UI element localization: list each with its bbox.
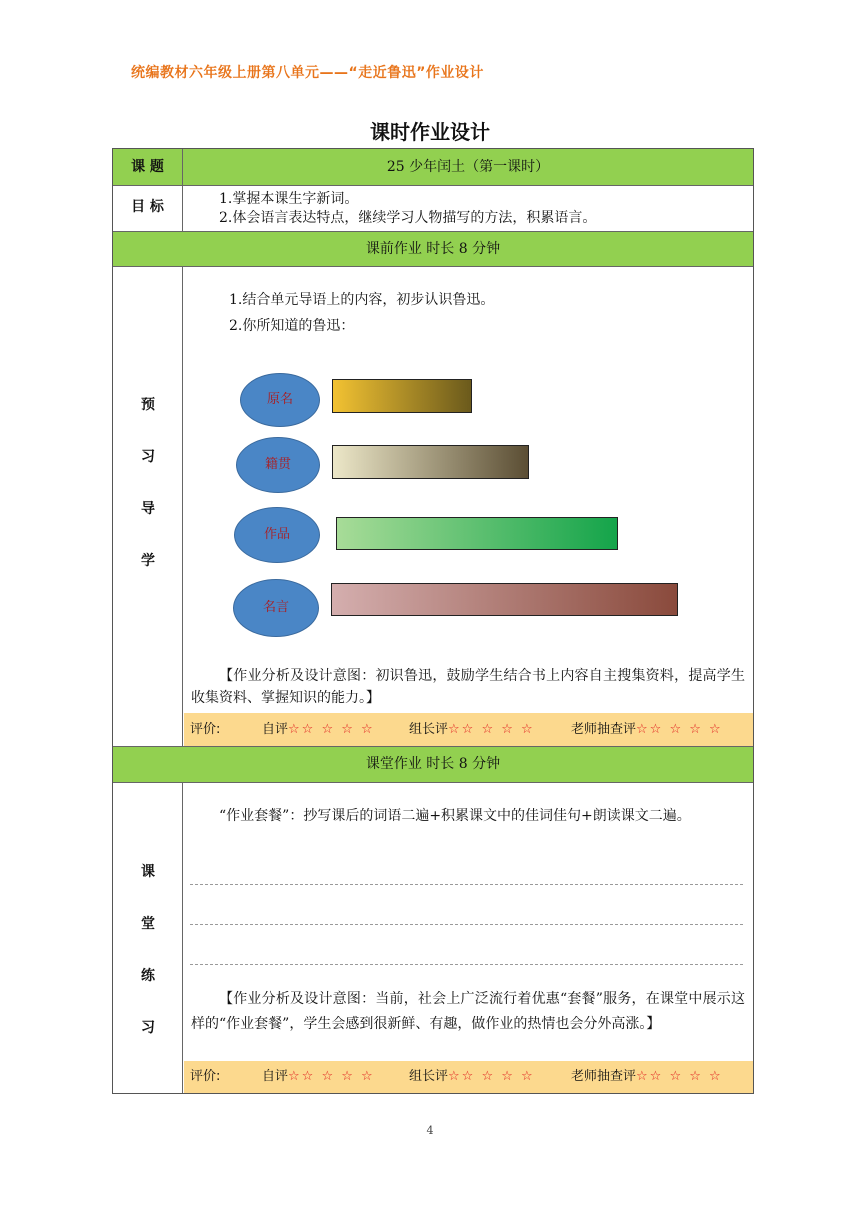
pill-label: 名言 xyxy=(262,600,289,615)
group-eval-stars[interactable]: ☆☆ ☆ ☆ ☆ xyxy=(448,1069,535,1084)
page-title: 课时作业设计 xyxy=(370,120,490,144)
eval-label: 评价: xyxy=(190,1069,221,1084)
pill-label: 作品 xyxy=(263,527,290,542)
self-eval-label: 自评 xyxy=(262,722,289,737)
in-class-heading: 课堂作业 时长 8 分钟 xyxy=(113,747,753,783)
instruction-line: 2.你所知道的鲁迅： xyxy=(229,318,355,334)
pill-label: 原名 xyxy=(266,392,293,407)
side-char: 导 xyxy=(141,501,155,517)
answer-line[interactable] xyxy=(190,964,743,965)
class-task: “作业套餐”：抄写课后的词语二遍+积累课文中的佳词佳句+朗读课文二遍。 xyxy=(219,808,691,824)
answer-line[interactable] xyxy=(190,884,743,885)
teacher-eval-label: 老师抽查评 xyxy=(571,722,637,737)
pre-class-section xyxy=(113,267,753,747)
teacher-eval xyxy=(571,713,723,746)
goal-item: 2.体会语言表达特点，继续学习人物描写的方法，积累语言。 xyxy=(219,210,597,226)
pill-quotes xyxy=(233,579,319,637)
group-eval-stars[interactable]: ☆☆ ☆ ☆ ☆ xyxy=(448,722,535,737)
pre-class-heading: 课前作业 时长 8 分钟 xyxy=(113,232,753,267)
pre-instructions xyxy=(229,287,729,339)
group-eval-label: 组长评 xyxy=(409,1069,449,1084)
pre-class-side xyxy=(113,267,183,746)
group-eval xyxy=(409,1061,535,1093)
group-eval-label: 组长评 xyxy=(409,722,449,737)
side-char: 堂 xyxy=(141,916,155,932)
side-char: 学 xyxy=(141,553,155,569)
self-eval-stars[interactable]: ☆☆ ☆ ☆ ☆ xyxy=(288,722,375,737)
side-char: 预 xyxy=(141,397,155,413)
page-number: 4 xyxy=(426,1124,434,1137)
teacher-eval-stars[interactable]: ☆☆ ☆ ☆ ☆ xyxy=(636,1069,723,1084)
bar-original-name xyxy=(332,379,472,413)
pill-works xyxy=(234,507,320,563)
instruction-line: 1.结合单元导语上的内容，初步认识鲁迅。 xyxy=(229,292,495,308)
side-char: 练 xyxy=(141,968,155,984)
bar-works xyxy=(336,517,618,550)
self-eval xyxy=(262,713,375,746)
in-class-side xyxy=(113,783,183,1093)
topic-label: 课 题 xyxy=(113,149,183,185)
side-char: 习 xyxy=(141,449,155,465)
pill-original-name xyxy=(240,373,320,427)
self-eval-stars[interactable]: ☆☆ ☆ ☆ ☆ xyxy=(288,1069,375,1084)
topic-row xyxy=(113,149,753,186)
class-eval-row xyxy=(184,1061,753,1093)
teacher-eval-stars[interactable]: ☆☆ ☆ ☆ ☆ xyxy=(636,722,723,737)
in-class-section xyxy=(113,783,753,1093)
bar-quotes xyxy=(331,583,678,616)
teacher-eval-label: 老师抽查评 xyxy=(571,1069,637,1084)
pre-analysis: 【作业分析及设计意图：初识鲁迅，鼓励学生结合书上内容自主搜集资料，提高学生收集资料、掌握知识的能力。】 xyxy=(191,668,745,706)
group-eval xyxy=(409,713,535,746)
side-char: 习 xyxy=(141,1020,155,1036)
self-eval xyxy=(262,1061,375,1093)
pill-label: 籍贯 xyxy=(264,457,291,472)
teacher-eval xyxy=(571,1061,723,1093)
assignment-table xyxy=(112,148,754,1094)
goal-row xyxy=(113,186,753,232)
class-analysis: 【作业分析及设计意图：当前，社会上广泛流行着优惠“套餐”服务，在课堂中展示这样的“作业套餐”，学生会感到很新鲜、有趣，做作业的热情也会分外高涨。】 xyxy=(191,991,745,1032)
pill-hometown xyxy=(236,437,320,493)
answer-line[interactable] xyxy=(190,924,743,925)
document-header: 统编教材六年级上册第八单元——“走近鲁迅”作业设计 xyxy=(131,65,484,81)
topic-value: 25 少年闰土（第一课时） xyxy=(183,149,753,185)
eval-label: 评价: xyxy=(190,722,221,737)
bar-hometown xyxy=(332,445,529,479)
goal-label: 目 标 xyxy=(113,186,183,231)
side-char: 课 xyxy=(141,864,155,880)
self-eval-label: 自评 xyxy=(262,1069,289,1084)
goal-list xyxy=(219,190,749,228)
pre-eval-row xyxy=(184,713,753,746)
goal-item: 1.掌握本课生字新词。 xyxy=(219,191,359,207)
